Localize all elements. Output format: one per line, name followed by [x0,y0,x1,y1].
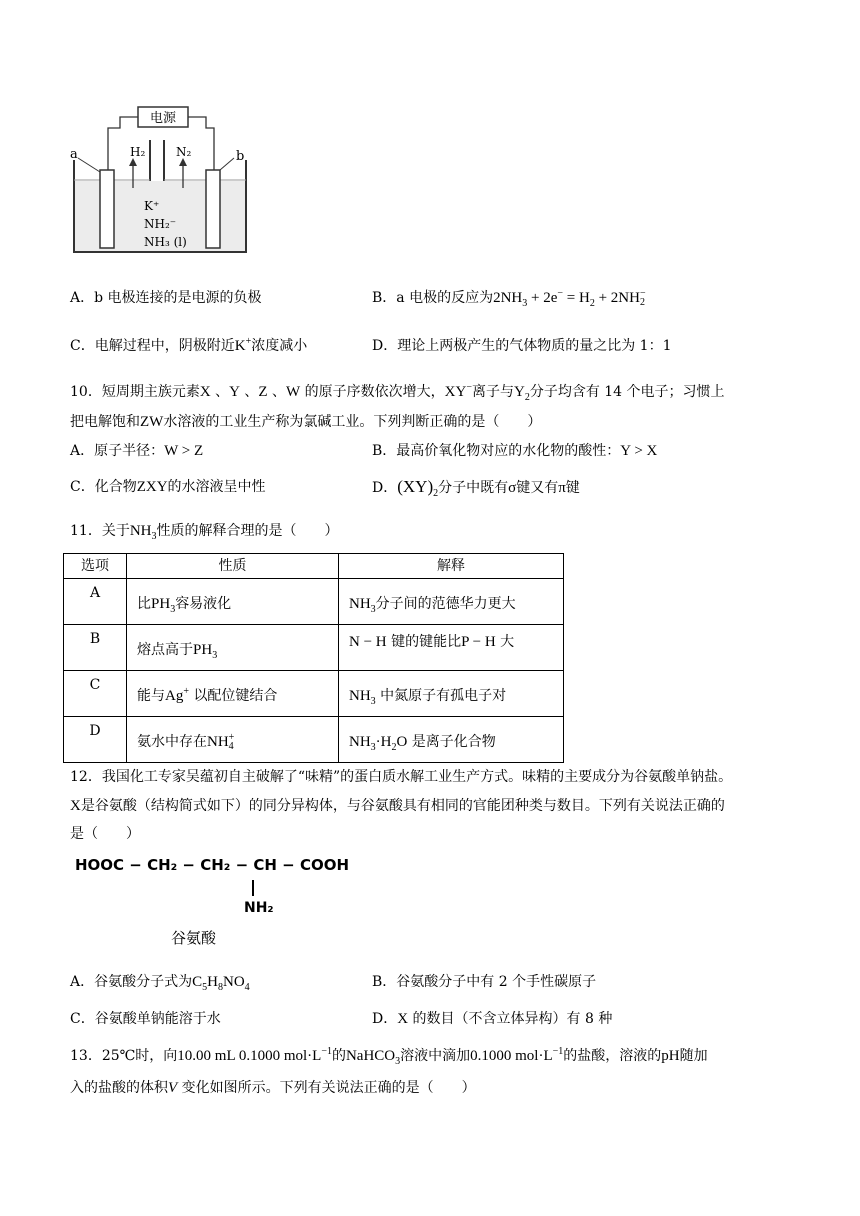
table-row [64,625,564,671]
row-property: 熔点高于$PH_3$ [137,642,218,661]
gas-right-label: N₂ [176,145,192,159]
ion-nh3: NH₃ (l) [144,235,187,249]
q10-stem-line1: 10．短周期主族元素X 、Y 、Z 、W 的原子序数依次增大，XY−离子与$Y_2$分子均含有 14 个电子；习惯上 [70,382,725,403]
q12-option-c: C．谷氨酸单钠能溶于水 [70,1011,221,1027]
structure-amino-group: NH₂ [244,900,274,916]
q9-option-a: A．b 电极连接的是电源的负极 [70,290,262,306]
row-option: D [89,723,101,739]
q11-table [63,553,564,763]
q10-option-b: B．最高价氧化物对应的水化物的酸性：Y > X [372,443,658,459]
q11-stem: 11．关于$NH_3$性质的解释合理的是（ ） [70,523,339,542]
q9-option-b: B．a 电极的反应为$2NH_3 + 2e^- = H_2 + 2NH-$ 2 [372,288,646,309]
table-header-option: 选项 [64,554,127,579]
q9-option-c: C．电解过程中，阴极附近K+浓度减小 [70,336,308,354]
table-header-explanation: 解释 [339,554,564,579]
q10-option-d: D．$(XY)_2$分子中既有σ键又有π键 [372,477,580,499]
row-option: A [89,585,101,601]
row-explanation: $NH_3$分子间的范德华力更大 [349,596,516,615]
q13-stem-line1: 13．25℃时，向10.00 mL 0.1000 $mol\cdot L^{-1}$的NaHCO$_3$溶液中滴加0.1000 $mol\cdot L^{-1}$的盐酸，溶液的pH随加 [70,1046,708,1067]
q12-option-a: A．谷氨酸分子式为$C_5H_8NO_4$ [70,974,250,993]
ion-nh2: NH₂⁻ [144,217,177,231]
table-row [64,717,564,763]
power-source-label: 电源 [149,111,177,126]
gas-left-label: H₂ [130,145,146,159]
table-header-property: 性质 [127,554,339,579]
electrode-b-label: b [236,149,245,164]
q12-option-b: B．谷氨酸分子中有 2 个手性碳原子 [372,974,597,990]
electrolysis-cell-figure [68,100,258,260]
q12-option-d: D．X 的数目（不含立体异构）有 8 种 [372,1011,613,1027]
q10-option-c: C．化合物ZXY的水溶液呈中性 [70,479,266,495]
row-option: B [89,631,101,647]
q12-stem-line2: X是谷氨酸（结构简式如下）的同分异构体，与谷氨酸具有相同的官能团种类与数目。下列有关说法正确的 [70,798,725,814]
glutamic-acid-structure [75,856,375,950]
q13-stem-line2: 入的盐酸的体积V 变化如图所示。下列有关说法正确的是（ ） [70,1080,476,1096]
row-property: 能与Ag+ 以配位键结合 [137,686,278,704]
table-row [64,671,564,717]
structure-bond [252,880,254,896]
q9-option-d: D．理论上两极产生的气体物质的量之比为 1：1 [372,338,672,354]
ion-k: K⁺ [144,199,160,213]
q10-option-a: A．原子半径：W > Z [70,443,204,459]
q12-stem-line1: 12．我国化工专家吴蕴初自主破解了“味精”的蛋白质水解工业生产方式。味精的主要成分为谷氨酸单钠盐。 [70,769,733,785]
row-explanation: N − H 键的键能比P − H 大 [349,634,515,650]
row-explanation: $NH_3\cdot H_2O$ 是离子化合物 [349,734,496,753]
row-explanation: $NH_3$ 中氮原子有孤电子对 [349,688,507,707]
electrode-a-label: a [70,147,78,162]
row-option: C [89,677,101,693]
row-property: 比$PH_3$容易液化 [137,596,232,615]
q10-stem-line2: 把电解饱和ZW水溶液的工业生产称为氯碱工业。下列判断正确的是（ ） [70,414,542,430]
row-property: 氨水中存在NH+ 4 [137,732,235,752]
table-row [64,579,564,625]
structure-name: 谷氨酸 [171,929,217,947]
q12-stem-line3: 是（ ） [70,826,140,842]
structure-main-chain: HOOC − CH₂ − CH₂ − CH − COOH [75,856,350,874]
